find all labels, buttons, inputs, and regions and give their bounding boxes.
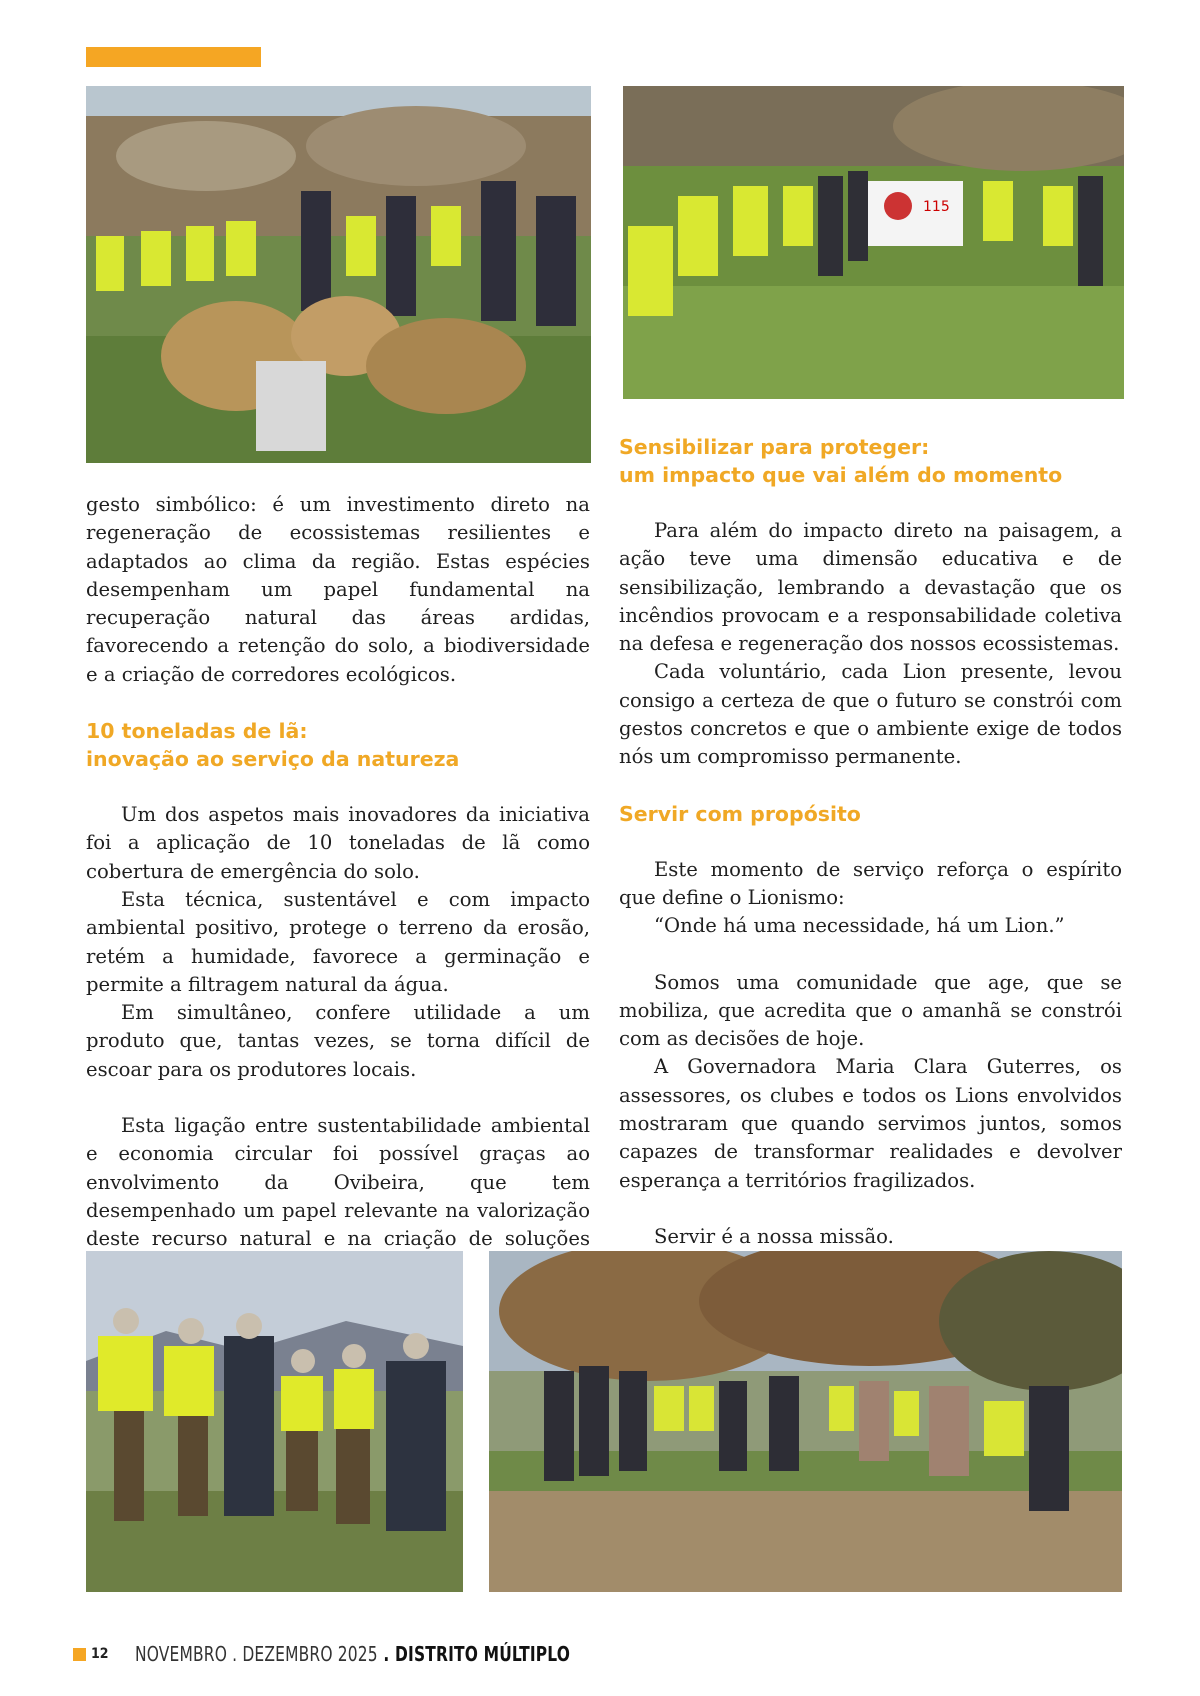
photo-icon <box>623 86 1124 399</box>
section-heading-wool <box>86 717 590 773</box>
publication-name: DISTRITO MÚLTIPLO <box>394 1642 570 1666</box>
paragraph: Servir é a nossa missão. <box>654 1224 894 1248</box>
paragraph: Este momento de serviço reforça o espírito que define o Lionismo: <box>619 857 1122 909</box>
paragraph: Em simultâneo, confere utilidade a um produto que, tantas vezes, se torna difícil de escoar para os produtores locais. <box>86 1001 590 1081</box>
issue-date: NOVEMBRO . DEZEMBRO 2025 <box>134 1642 378 1666</box>
paragraph: Para além do impacto direto na paisagem, a ação teve uma dimensão educativa e de sensibilização, lembrando a devastação que os incêndios provocam e a responsabilidade coletiva na defesa e regeneração dos nossos ecossistemas. <box>619 519 1122 656</box>
issue-line <box>135 1642 570 1666</box>
paragraph: A Governadora Maria Clara Guterres, os assessores, os clubes e todos os Lions envolvidos mostraram que quando servimos juntos, somos capazes de transformar realidades e devolver esperança a territórios fragilizados. <box>619 1055 1122 1192</box>
section-heading-awareness <box>619 433 1122 489</box>
section-heading-serve: Servir com propósito <box>619 801 861 826</box>
quote: “Onde há uma necessidade, há um Lion.” <box>654 914 1065 938</box>
photo-banner-group <box>623 86 1124 399</box>
right-column <box>619 433 1122 1308</box>
paragraph: Esta técnica, sustentável e com impacto ambiental positivo, protege o terreno da erosão, retém a humidade, favorece a germinação e permite a filtragem natural da água. <box>86 887 590 996</box>
left-column <box>86 491 590 1282</box>
paragraph: Esta ligação entre sustentabilidade ambiental e economia circular foi possível graças ao envolvimento da Ovibeira, que tem desempenhado um papel relevante na valorização deste recurso natural e na criação de soluções <box>86 1114 590 1251</box>
heading-line: Sensibilizar para proteger: <box>619 435 930 459</box>
paragraph: Um dos aspetos mais inovadores da iniciativa foi a aplicação de 10 toneladas de lã como cobertura de emergência do solo. <box>86 803 590 883</box>
footer-separator: . <box>377 1642 395 1666</box>
photo-icon <box>86 1251 463 1592</box>
page-number: 12 <box>91 1646 109 1662</box>
paragraph: Somos uma comunidade que age, que se mobiliza, que acredita que o amanhã se constrói com as decisões de hoje. <box>619 970 1122 1051</box>
footer-square-icon <box>73 1648 86 1661</box>
photo-shovels <box>86 1251 463 1592</box>
photo-icon <box>489 1251 1122 1592</box>
svg-text:115: 115 <box>923 199 950 215</box>
paragraph: Cada voluntário, cada Lion presente, levou consigo a certeza de que o futuro se constrói com gestos concretos e que o ambiente exige de todos nós um compromisso permanente. <box>619 660 1122 769</box>
photo-icon <box>86 86 591 463</box>
heading-line: um impacto que vai além do momento <box>619 463 1063 487</box>
photo-large-group <box>489 1251 1122 1592</box>
heading-line: 10 toneladas de lã: <box>86 719 308 744</box>
heading-line: inovação ao serviço da natureza <box>86 747 460 772</box>
photo-wool-marker <box>86 86 591 463</box>
accent-bar <box>86 47 261 67</box>
page-footer <box>73 1639 640 1669</box>
intro-paragraph: gesto simbólico: é um investimento direto na regeneração de ecossistemas resilientes e adaptados ao clima da região. Estas espécies desempenham um papel fundamental na recuperação natural das áreas ardidas, favorecendo a retenção do solo, a biodiversidade e a criação de corredores ecológicos. <box>86 493 590 686</box>
